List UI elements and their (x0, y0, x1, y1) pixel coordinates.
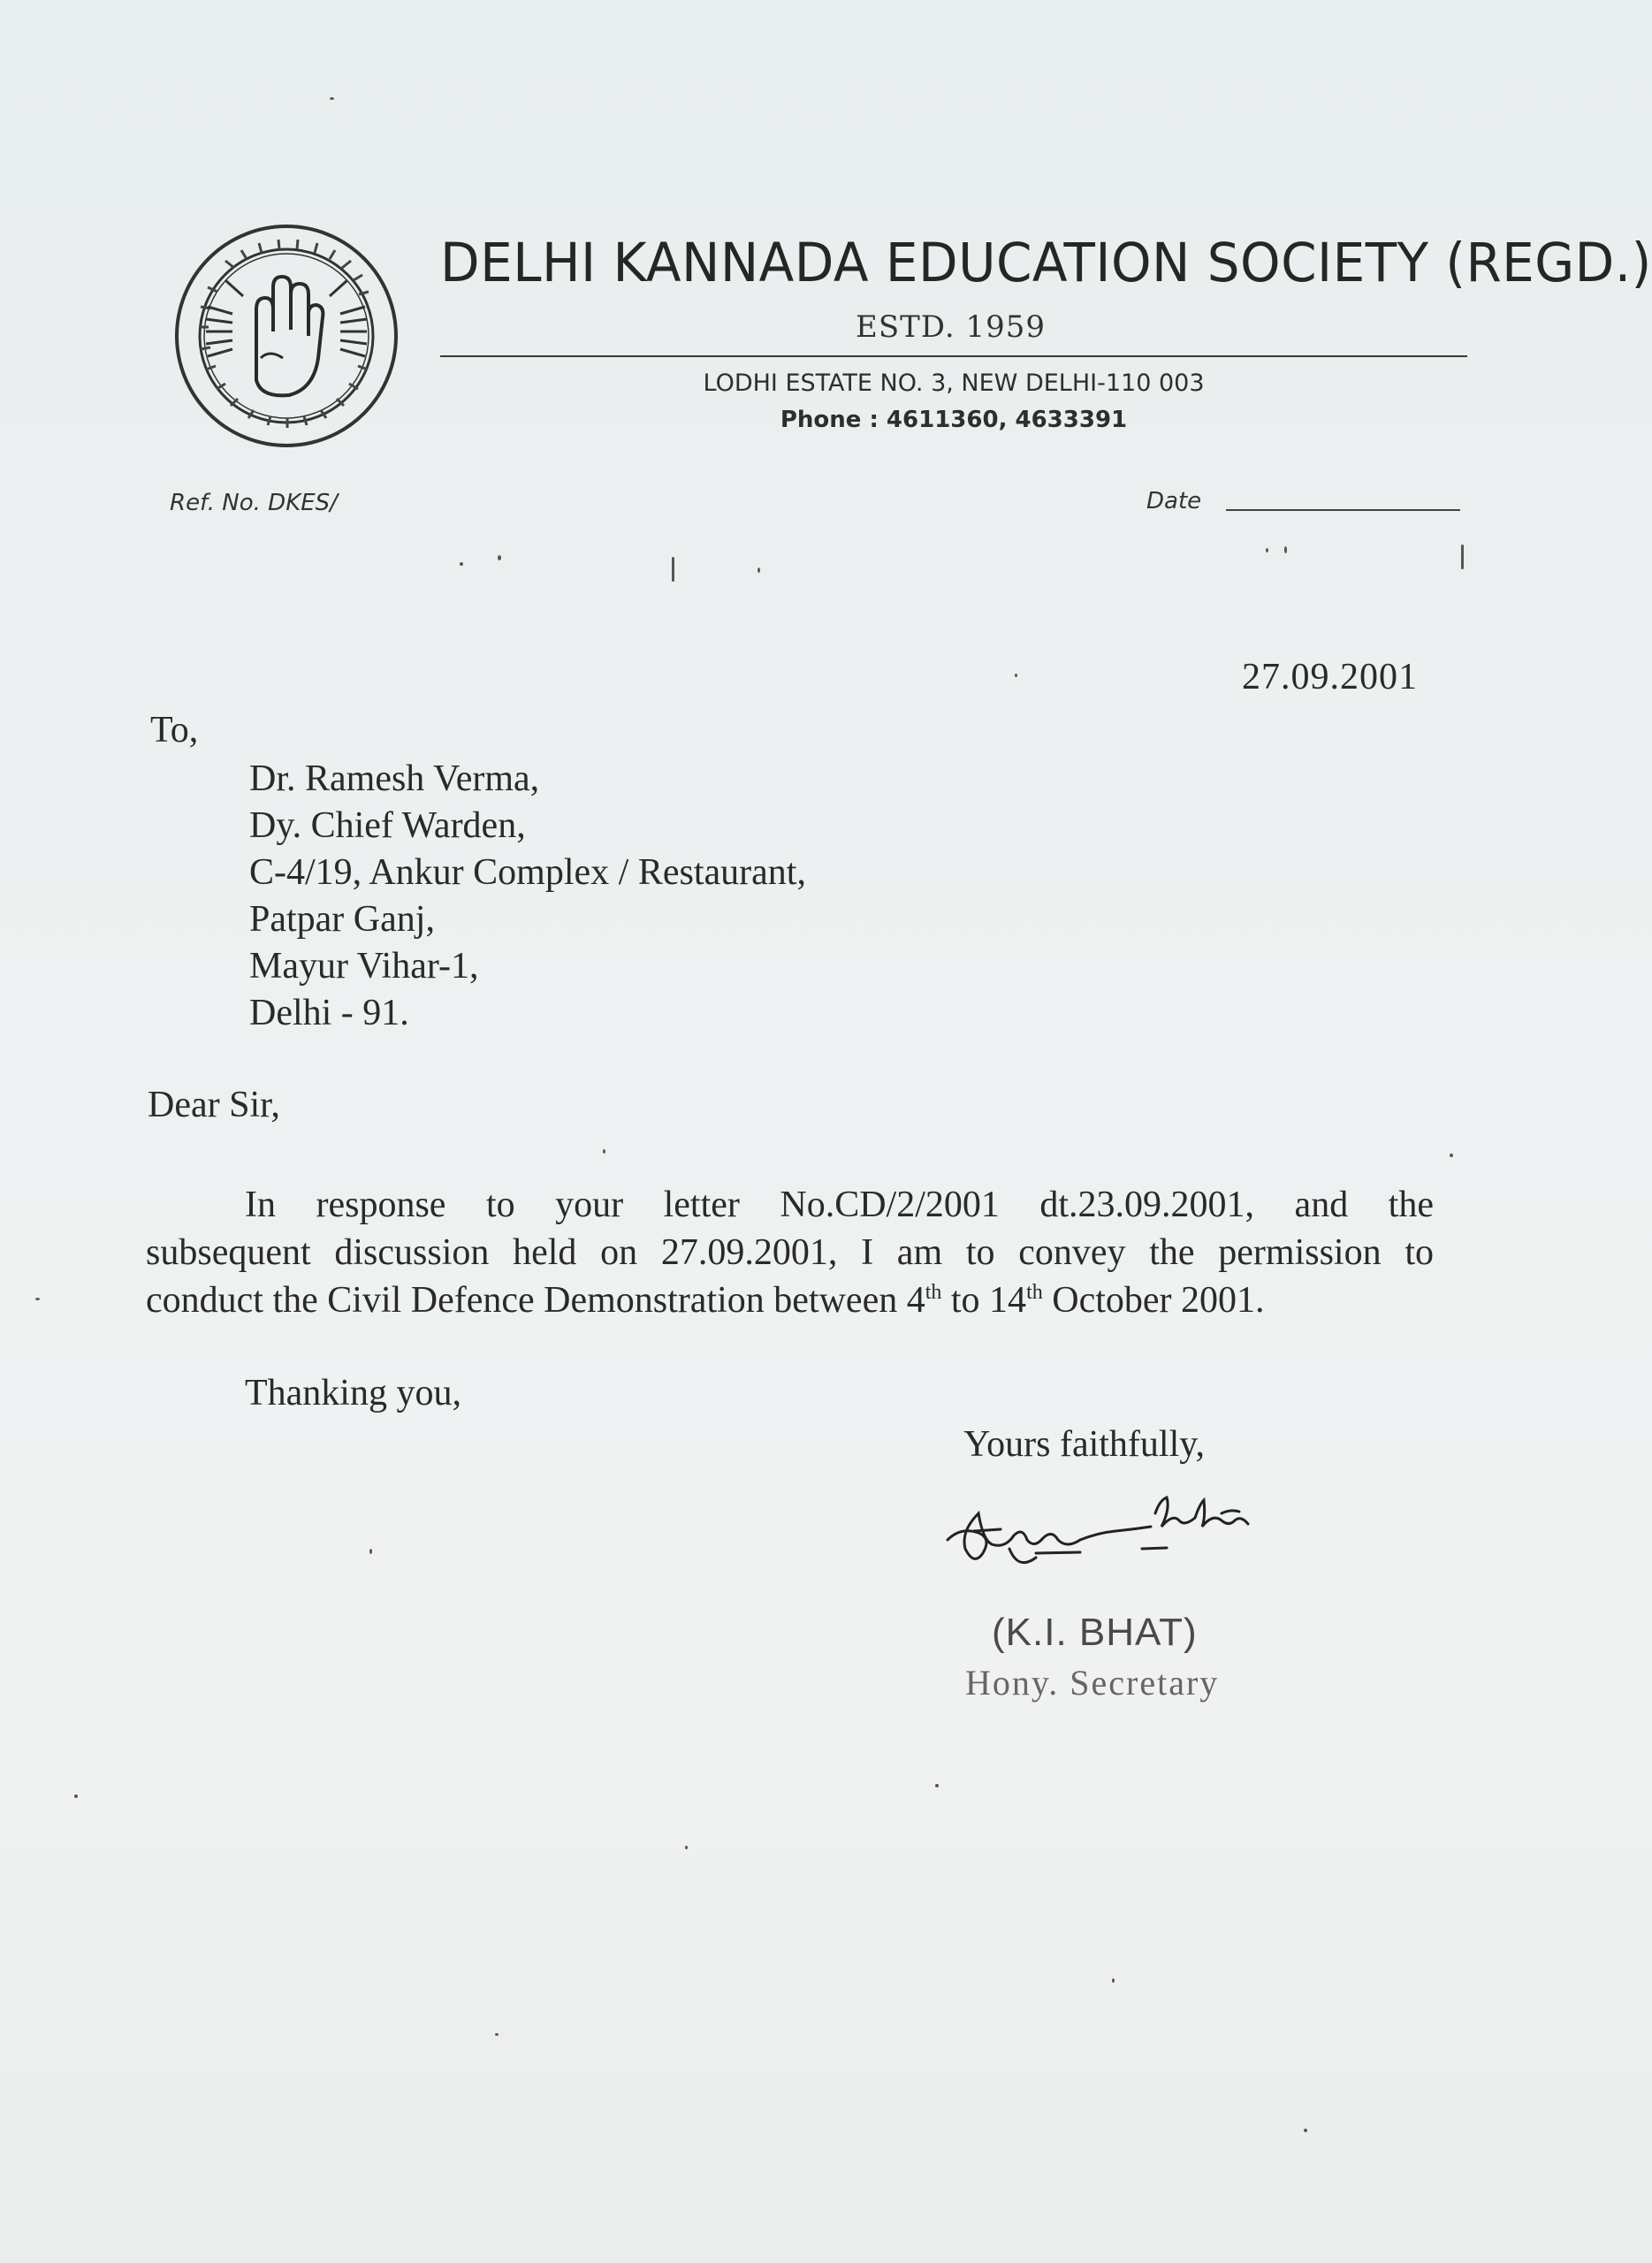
scan-speck (369, 1549, 372, 1554)
recipient-address-line: C-4/19, Ankur Complex / Restaurant, (249, 852, 806, 893)
signer-designation-clipped (965, 1662, 1248, 1703)
salutation: Dear Sir, (148, 1085, 280, 1125)
ordinal-suffix: th (1026, 1281, 1043, 1304)
scan-speck (498, 555, 501, 560)
recipient-address-line: Patpar Ganj, (249, 899, 435, 940)
letter-body (146, 1181, 1434, 1324)
ordinal-suffix: th (925, 1281, 942, 1304)
scan-speck (1266, 548, 1268, 552)
date-label: Date (1146, 488, 1202, 514)
scan-speck (757, 568, 760, 573)
scan-speck (1304, 2129, 1307, 2132)
scan-speck (1284, 546, 1287, 553)
signer-designation: Hony. Secretary (965, 1663, 1220, 1703)
scan-speck (1015, 674, 1017, 677)
closing-line: Yours faithfully, (963, 1424, 1206, 1465)
scan-speck (74, 1794, 78, 1798)
raised-hand-seal-icon (172, 225, 400, 446)
scan-speck (685, 1846, 688, 1849)
organization-name: DELHI KANNADA EDUCATION SOCIETY (REGD.) (440, 232, 1652, 294)
organization-address: LODHI ESTATE NO. 3, NEW DELHI-110 003 (703, 370, 1205, 397)
letterhead-divider (440, 355, 1467, 357)
thanking-line: Thanking you, (245, 1373, 461, 1413)
body-line: In response to your letter No.CD/2/2001 dt.23.09.2001, and the (245, 1185, 1434, 1225)
signature-icon (939, 1478, 1275, 1593)
scan-speck (1450, 1154, 1453, 1157)
to-label: To, (150, 710, 199, 751)
scan-speck (603, 1149, 605, 1154)
recipient-designation: Dy. Chief Warden, (249, 805, 526, 846)
date-blank-line (1226, 509, 1460, 511)
recipient-address-line: Mayur Vihar-1, (249, 946, 479, 987)
recipient-city: Delhi - 91. (249, 993, 409, 1033)
body-text: to 14 (941, 1280, 1027, 1321)
scan-speck (330, 97, 334, 100)
scan-speck (1112, 1978, 1115, 1983)
recipient-name: Dr. Ramesh Verma, (249, 758, 540, 799)
organization-phone: Phone : 4611360, 4633391 (780, 407, 1128, 433)
scan-speck (495, 2033, 499, 2036)
body-text: conduct the Civil Defence Demonstration between 4 (146, 1280, 925, 1321)
scan-speck (935, 1784, 939, 1787)
established-year: ESTD. 1959 (856, 309, 1046, 345)
scan-speck (1461, 545, 1464, 569)
body-line: subsequent discussion held on 27.09.2001, I am to convey the permission to (146, 1232, 1434, 1273)
letter-date: 27.09.2001 (1242, 657, 1418, 697)
signer-name: (K.I. BHAT) (992, 1611, 1198, 1654)
reference-number-label: Ref. No. DKES/ (170, 490, 338, 516)
body-line (146, 1276, 1434, 1324)
scan-speck (460, 562, 463, 566)
body-text: October 2001. (1042, 1280, 1265, 1321)
scan-speck (35, 1298, 40, 1300)
scan-speck (672, 557, 674, 582)
